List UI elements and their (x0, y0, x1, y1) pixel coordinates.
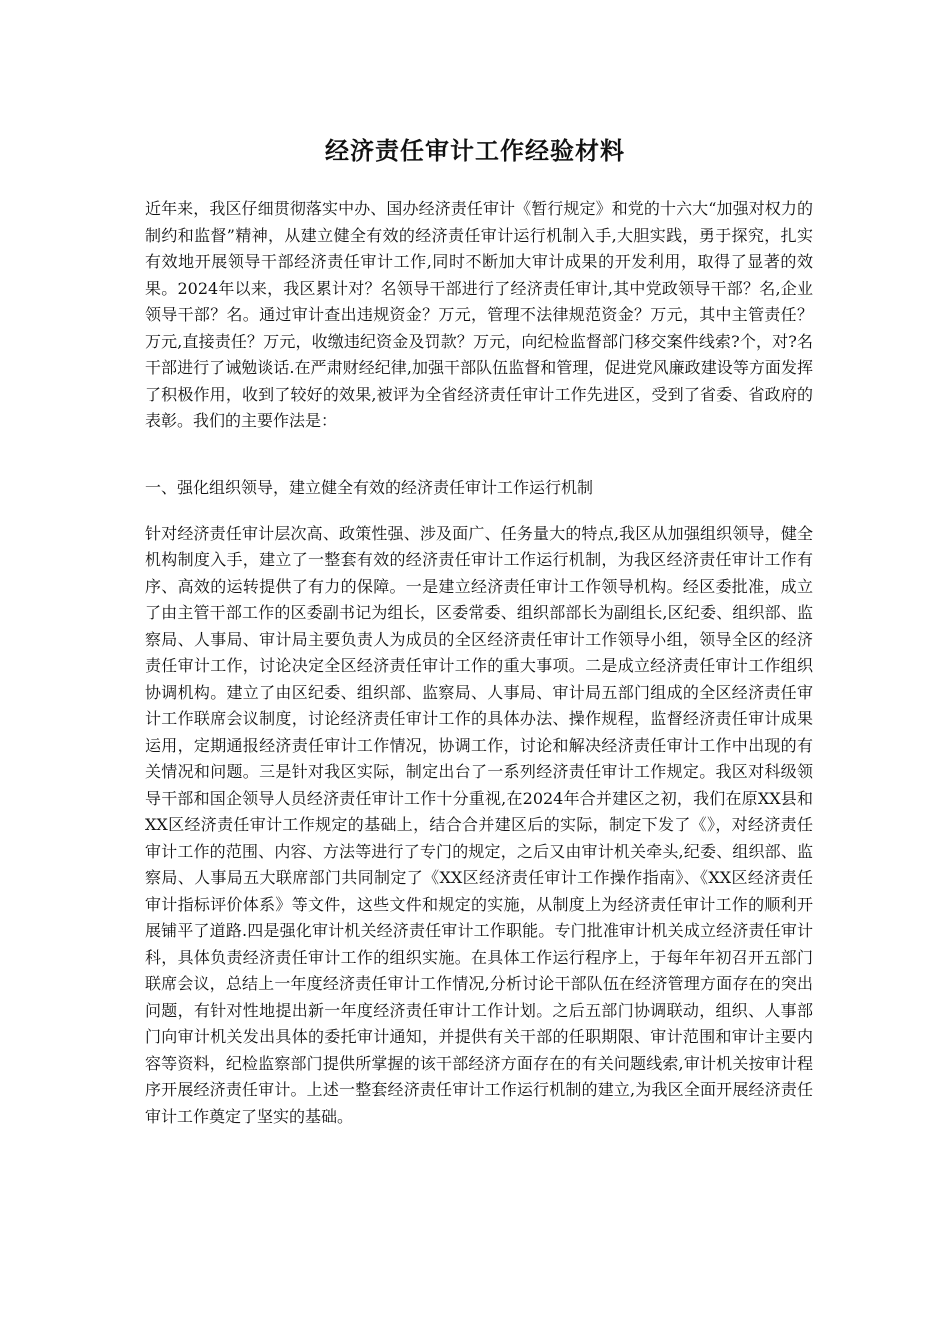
document-title: 经济责任审计工作经验材料 (325, 137, 625, 165)
section-paragraph: 针对经济责任审计层次高、政策性强、涉及面广、任务量大的特点,我区从加强组织领导，健全机构制度入手，建立了一整套有效的经济责任审计工作运行机制，为我区经济责任审计工作有序、高效的运转提供了有力的保障。一是建立经济责任审计工作领导机构。经区委批准，成立了由主管干部工作的区委副书记为组长，区委常委、组织部部长为副组长,区纪委、组织部、监察局、人事局、审计局主要负责人为成员的全区经济责任审计工作领导小组，领导全区的经济责任审计工作，讨论决定全区经济责任审计工作的重大事项。二是成立经济责任审计工作组织协调机构。建立了由区纪委、组织部、监察局、人事局、审计局五部门组成的全区经济责任审计工作联席会议制度，讨论经济责任审计工作的具体办法、操作规程，监督经济责任审计成果运用，定期通报经济责任审计工作情况，协调工作，讨论和解决经济责任审计工作中出现的有关情况和问题。三是针对我区实际，制定出台了一系列经济责任审计工作规定。我区对科级领导干部和国企领导人员经济责任审计工作十分重视,在2024年合并建区之初，我们在原XX县和XX区经济责任审计工作规定的基础上，结合合并建区后的实际，制定下发了《》，对经济责任审计工作的范围、内容、方法等进行了专门的规定，之后又由审计机关牵头,纪委、组织部、监察局、人事局五大联席部门共同制定了《XX区经济责任审计工作操作指南》、《XX区经济责任审计指标评价体系》等文件，这些文件和规定的实施，从制度上为经济责任审计工作的顺利开展铺平了道路.四是强化审计机关经济责任审计工作职能。专门批准审计机关成立经济责任审计科，具体负责经济责任审计工作的组织实施。在具体工作运行程序上，于每年年初召开五部门联席会议，总结上一年度经济责任审计工作情况,分析讨论干部队伍在经济管理方面存在的突出问题，有针对性地提出新一年度经济责任审计工作计划。之后五部门协调联动，组织、人事部门向审计机关发出具体的委托审计通知，并提供有关干部的任职期限、审计范围和审计主要内容等资料，纪检监察部门提供所掌握的该干部经济方面存在的有关问题线索,审计机关按审计程序开展经济责任审计。上述一整套经济责任审计工作运行机制的建立,为我区全面开展经济责任审计工作奠定了坚实的基础。 (145, 523, 813, 1126)
intro-paragraph: 近年来，我区仔细贯彻落实中办、国办经济责任审计《暂行规定》和党的十六大“加强对权力的制约和监督”精神，从建立健全有效的经济责任审计运行机制入手,大胆实践，勇于探究，扎实有效地开展领导干部经济责任审计工作,同时不断加大审计成果的开发利用，取得了显著的效果。2024年以来，我区累计对？名领导干部进行了经济责任审计,其中党政领导干部？名,企业领导干部？名。通过审计查出违规资金？万元，管理不法律规范资金？万元，其中主管责任？万元,直接责任？万元，收缴违纪资金及罚款？万元，向纪检监督部门移交案件线索?个，对?名干部进行了诫勉谈话.在严肃财经纪律,加强干部队伍监督和管理，促进党风廉政建设等方面发挥了积极作用，收到了较好的效果,被评为全省经济责任审计工作先进区，受到了省委、省政府的表彰。我们的主要作法是： (145, 199, 813, 430)
document-body (145, 196, 813, 1130)
section-heading: 一、强化组织领导，建立健全有效的经济责任审计工作运行机制 (145, 478, 594, 497)
